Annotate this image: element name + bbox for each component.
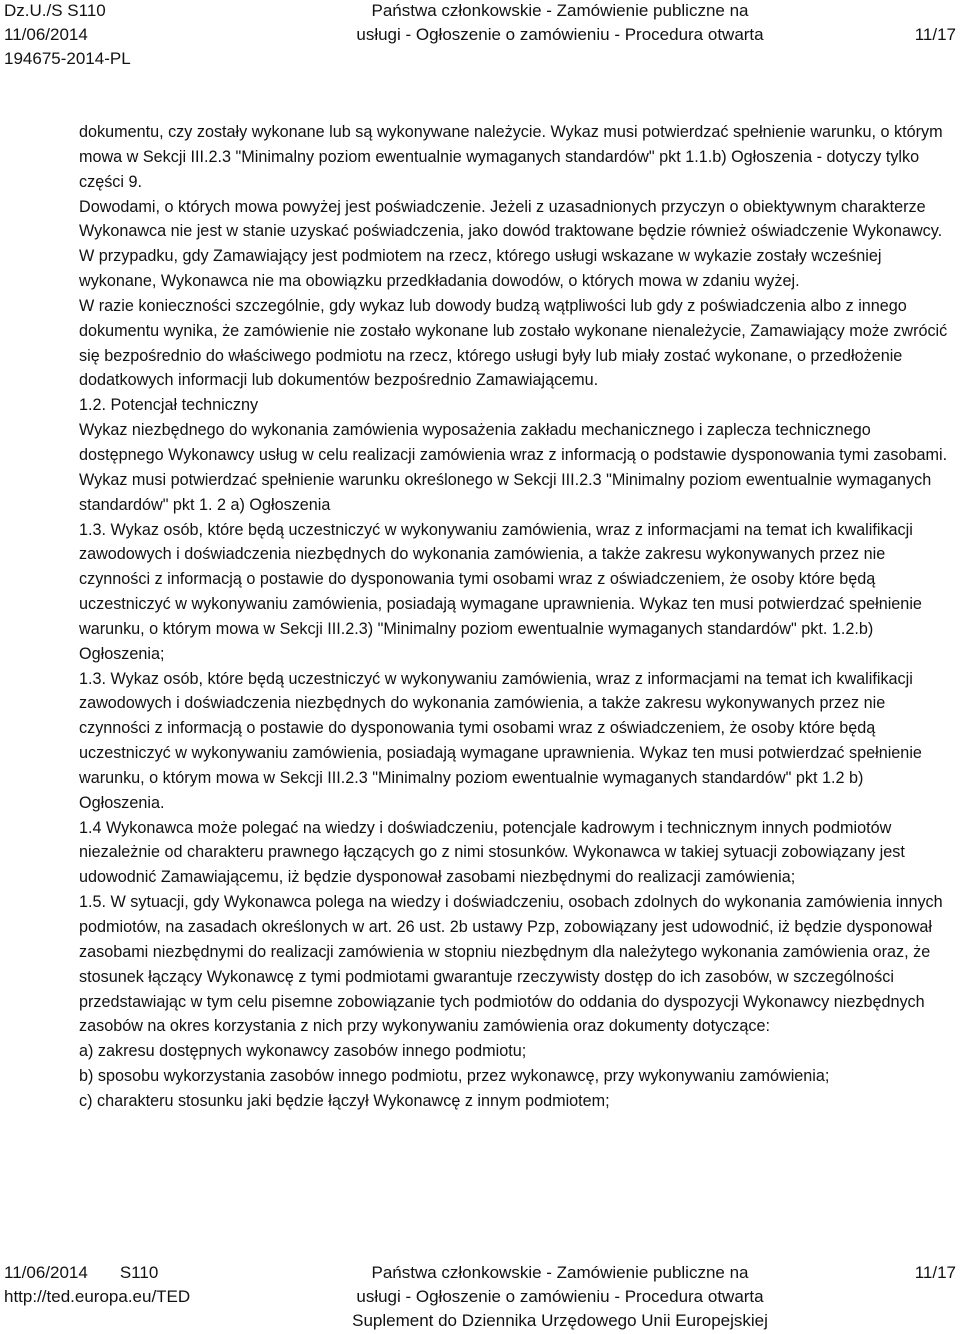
paragraph: 1.3. Wykaz osób, które będą uczestniczyć w wykonywaniu zamówienia, wraz z informacjami na temat ich kwalifikacji zawodowych i doświadczenia niezbędnych do wykonania zamówienia, a także zakresu wykonywanych przez nie czynności z informacją o postawie do dysponowania tymi osobami wraz z oświadczeniem, że osoby które będą uczestniczyć w wykonywaniu zamówienia, posiadają wymagane uprawnienia. Wykaz ten musi potwierdzać spełnienie warunku, o którym mowa w Sekcji III.2.3) "Minimalny poziom ewentualnie wymaganych standardów" pkt. 1.2.b) Ogłoszenia; bbox=[79, 520, 922, 663]
paragraph: Wykaz niezbędnego do wykonania zamówienia wyposażenia zakładu mechanicznego i zaplecza technicznego dostępnego Wykonawcy usług w celu realizacji zamówienia wraz z informacją o podstawie dysponowania tymi zasobami. Wykaz musi potwierdzać spełnienie warunku określonego w Sekcji III.2.3 "Minimalny poziom ewentualnie wymaganych standardów" pkt 1. 2 a) Ogłoszenia bbox=[79, 421, 948, 514]
page-header bbox=[0, 0, 960, 70]
footer-title bbox=[300, 1262, 820, 1332]
header-left bbox=[4, 0, 131, 70]
header-title bbox=[300, 0, 820, 46]
paragraph: Dowodami, o których mowa powyżej jest poświadczenie. Jeżeli z uzasadnionych przyczyn o obiektywnym charakterze Wykonawca nie jest w stanie uzyskać poświadczenia, jako dowód traktowane będzie również oświadczenie Wykonawcy. W przypadku, gdy Zamawiający jest podmiotem na rzecz, którego usługi wskazane w wykazie zostały wcześniej wykonane, Wykonawca nie ma obowiązku przedkładania dowodów, o których mowa w zdaniu wyżej. bbox=[79, 197, 943, 291]
list-item: b) sposobu wykorzystania zasobów innego podmiotu, przez wykonawcę, przy wykonywaniu zamówienia; bbox=[79, 1067, 830, 1086]
footer-page-number: 11/17 bbox=[914, 1263, 956, 1282]
paragraph: W razie konieczności szczególnie, gdy wykaz lub dowody budzą wątpliwości lub gdy z poświadczenia albo z innego dokumentu wynika, że zamówienie nie zostało wykonane lub zostało wykonane nienależycie, Zamawiający może zwrócić się bezpośrednio do właściwego podmiotu na rzecz, którego usługi były lub miały zostać wykonane, o przedłożenie dodatkowych informacji lub dokumentów bezpośrednio Zamawiającemu. bbox=[79, 296, 948, 390]
paragraph: 1.5. W sytuacji, gdy Wykonawca polega na wiedzy i doświadczeniu, osobach zdolnych do wykonania zamówienia innych podmiotów, na zasadach określonych w art. 26 ust. 2b ustawy Pzp, zobowiązany jest udowodnić, iż będzie dysponował zasobami niezbędnymi do realizacji zamówienia w stopniu niezbędnym dla należytego wykonania zamówienia oraz, że stosunek łączący Wykonawcę z tymi podmiotami gwarantuje rzeczywisty dostęp do ich zasobów, w szczególności przedstawiając w tym celu pisemne zobowiązanie tych podmiotów do oddania do dyspozycji Wykonawcy niezbędnych zasobów na okres korzystania z nich przy wykonywaniu zamówienia oraz dokumenty dotyczące: bbox=[79, 893, 943, 1036]
document-body bbox=[79, 120, 949, 1114]
header-title-line1: Państwa członkowskie - Zamówienie publiczne na bbox=[371, 1, 749, 20]
header-page-number: 11/17 bbox=[914, 25, 956, 44]
section-heading: 1.2. Potencjał techniczny bbox=[79, 396, 259, 415]
page-footer bbox=[0, 1262, 960, 1334]
footer-title-line2: usługi - Ogłoszenie o zamówieniu - Procedura otwarta bbox=[356, 1287, 764, 1306]
list-item: c) charakteru stosunku jaki będzie łączył Wykonawcę z innym podmiotem; bbox=[79, 1091, 610, 1110]
footer-left bbox=[4, 1262, 190, 1308]
journal-ref: Dz.U./S S110 bbox=[4, 1, 106, 20]
paragraph: 1.3. Wykaz osób, które będą uczestniczyć w wykonywaniu zamówienia, wraz z informacjami na temat ich kwalifikacji zawodowych i doświadczenia niezbędnych do wykonania zamówienia, a także zakresu wykonywanych przez nie czynności z informacją o postawie do dysponowania tymi osobami wraz z oświadczeniem, że osoby które będą uczestniczyć w wykonywaniu zamówienia, posiadają wymagane uprawnienia. Wykaz ten musi potwierdzać spełnienie warunku, o którym mowa w Sekcji III.2.3 "Minimalny poziom ewentualnie wymaganych standardów" pkt 1.2 b) Ogłoszenia. bbox=[79, 669, 922, 812]
footer-title-line1: Państwa członkowskie - Zamówienie publiczne na bbox=[371, 1263, 749, 1282]
paragraph: 1.4 Wykonawca może polegać na wiedzy i doświadczeniu, potencjale kadrowym i technicznym innych podmiotów niezależnie od charakteru prawnego łączących go z nimi stosunków. Wykonawca w takiej sytuacji zobowiązany jest udowodnić Zamawiającemu, iż będzie dysponował zasobami niezbędnymi do realizacji zamówienia; bbox=[79, 818, 905, 887]
footer-url: http://ted.europa.eu/TED bbox=[4, 1287, 191, 1306]
header-date: 11/06/2014 bbox=[4, 25, 88, 44]
footer-date-section bbox=[4, 1262, 190, 1284]
header-right bbox=[915, 24, 956, 46]
footer-date: 11/06/2014 bbox=[4, 1263, 88, 1282]
list-item: a) zakresu dostępnych wykonawcy zasobów innego podmiotu; bbox=[79, 1042, 527, 1061]
paragraph: dokumentu, czy zostały wykonane lub są wykonywane należycie. Wykaz musi potwierdzać spełnienie warunku, o którym mowa w Sekcji III.2.3 "Minimalny poziom ewentualnie wymaganych standardów" pkt 1.1.b) Ogłoszenia - dotyczy tylko części 9. bbox=[79, 123, 943, 191]
footer-right bbox=[915, 1262, 956, 1284]
header-title-line2: usługi - Ogłoszenie o zamówieniu - Procedura otwarta bbox=[356, 25, 764, 44]
footer-title-line3: Suplement do Dziennika Urzędowego Unii Europejskiej bbox=[352, 1311, 768, 1330]
footer-section: S110 bbox=[119, 1263, 159, 1282]
notice-id: 194675-2014-PL bbox=[4, 49, 131, 68]
